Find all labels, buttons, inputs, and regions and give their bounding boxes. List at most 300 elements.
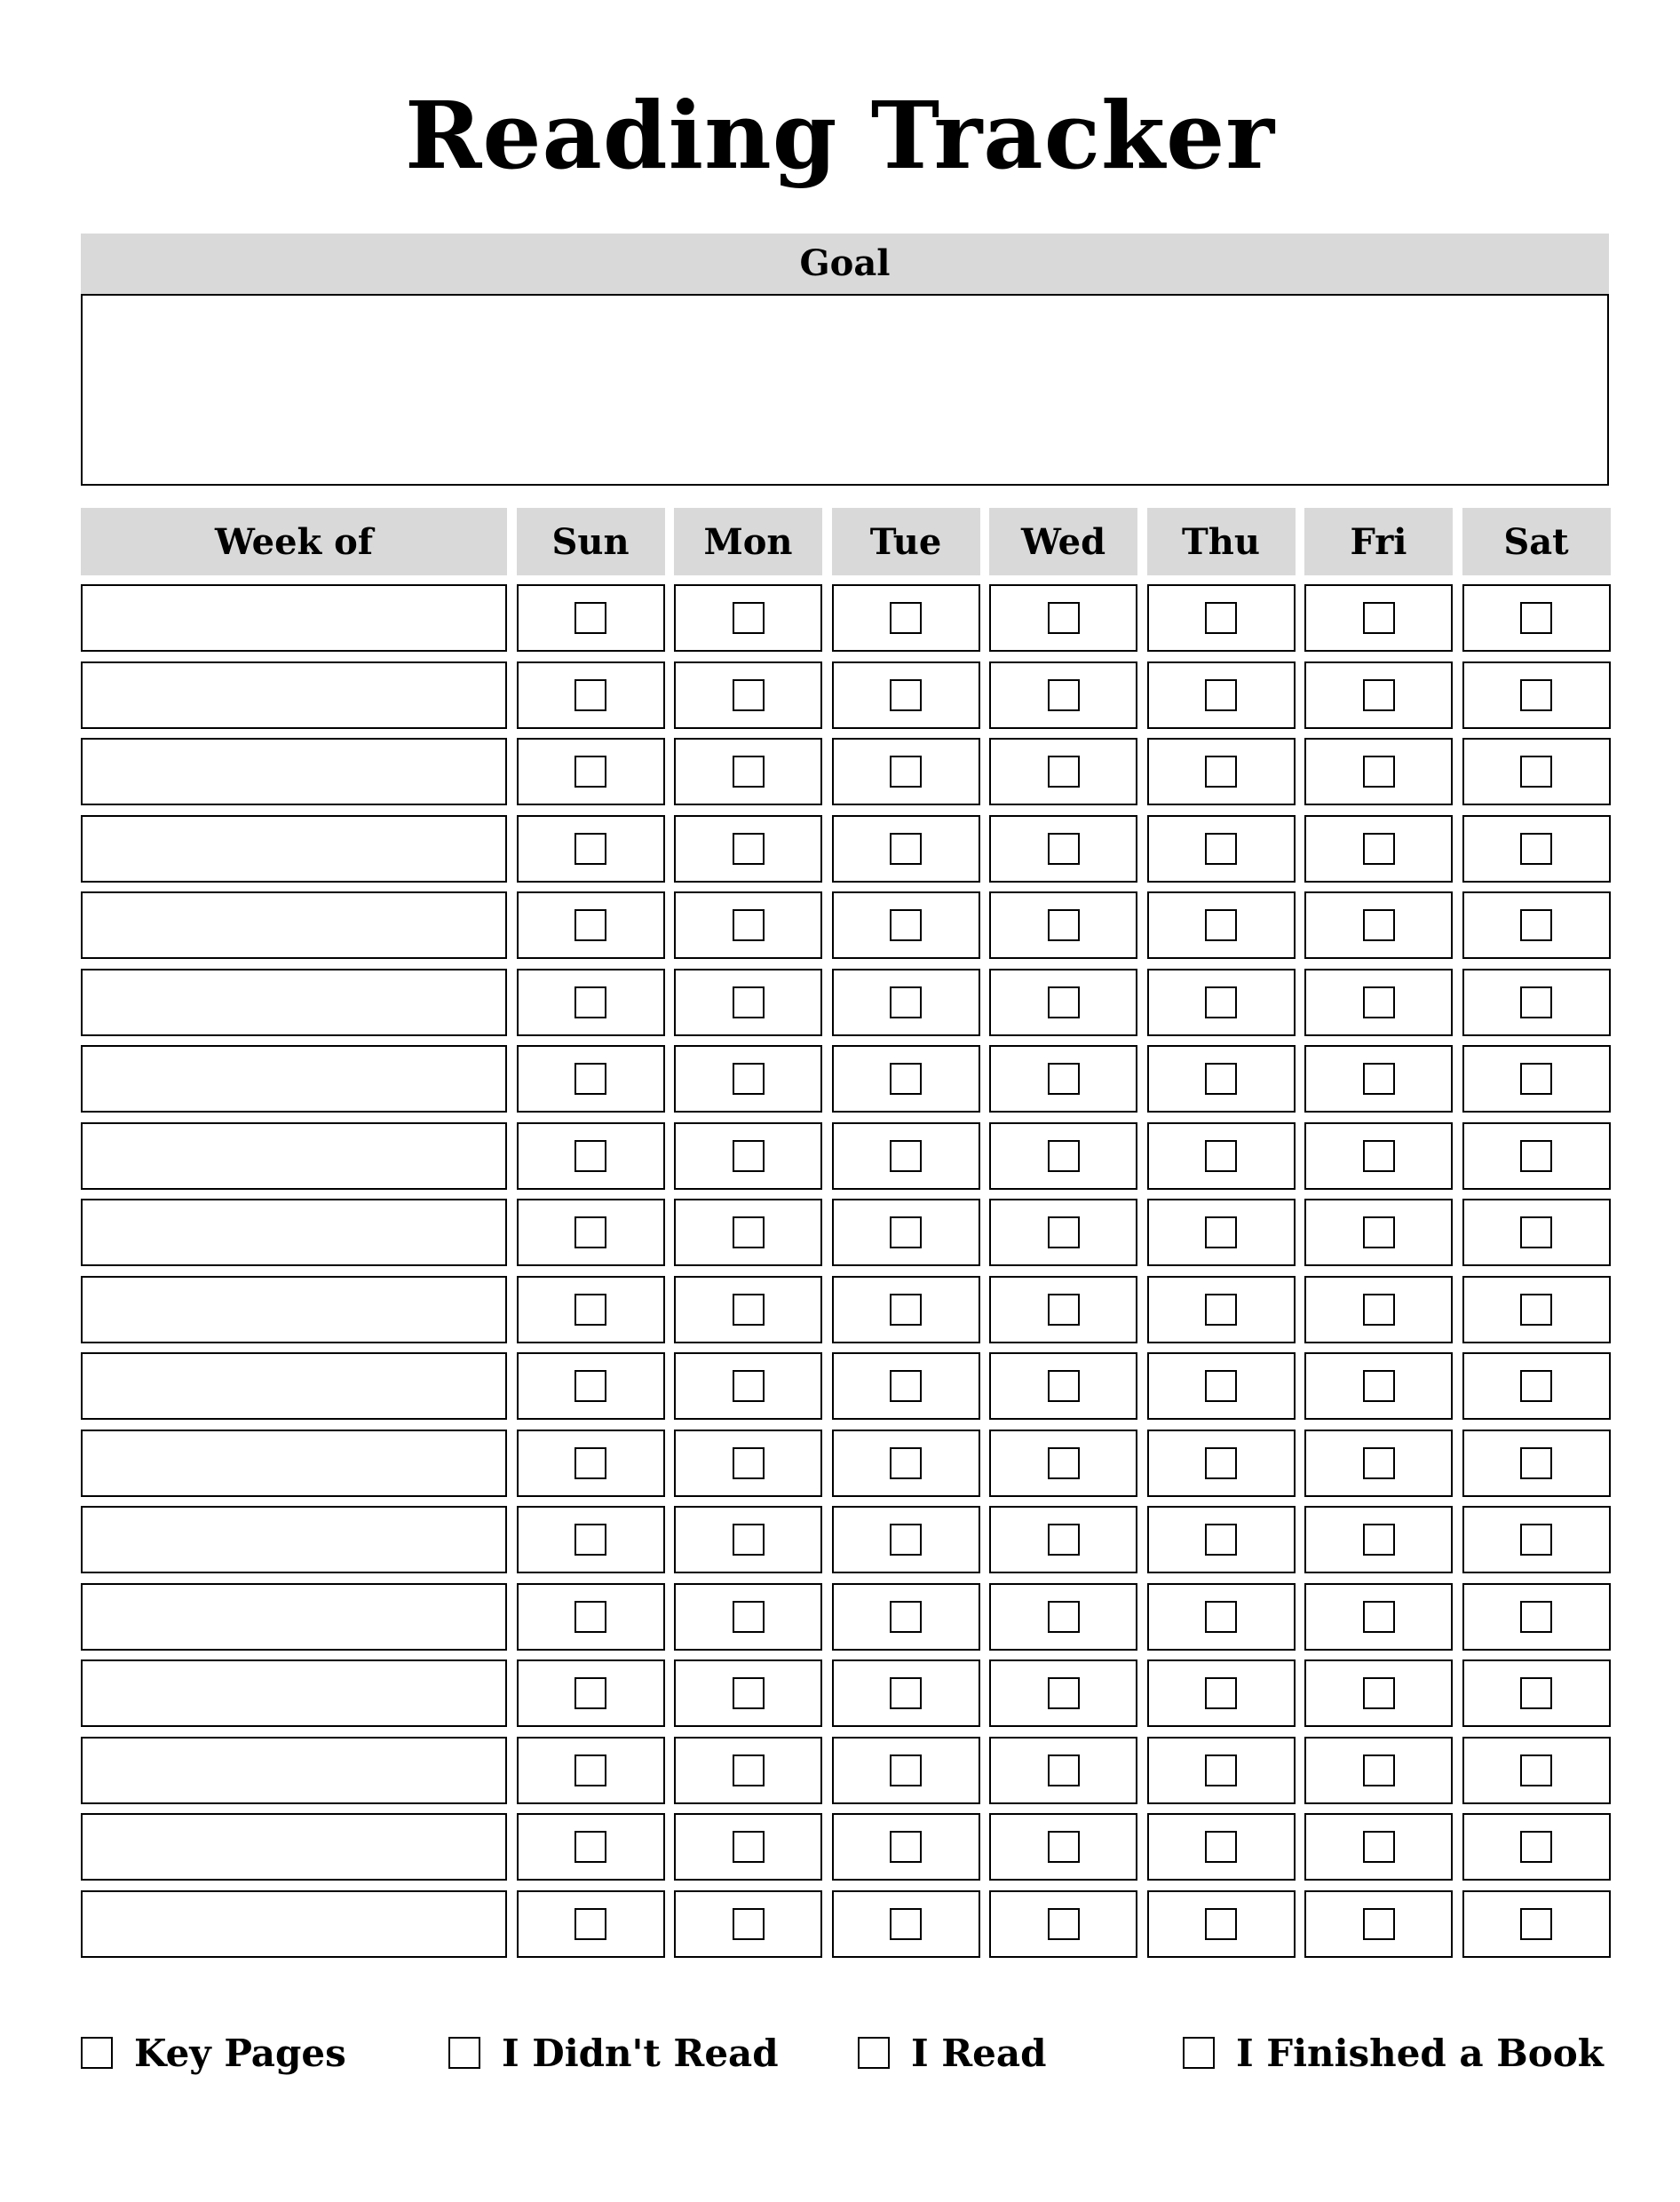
day-checkbox-thu[interactable] (1205, 833, 1237, 865)
week-of-field[interactable] (81, 1737, 507, 1804)
day-checkbox-mon[interactable] (733, 1908, 765, 1940)
day-checkbox-mon[interactable] (733, 1831, 765, 1863)
week-of-field[interactable] (81, 1199, 507, 1266)
day-cell-thu (1147, 1430, 1296, 1497)
day-checkbox-mon[interactable] (733, 1524, 765, 1556)
day-checkbox-fri[interactable] (1363, 1601, 1395, 1633)
legend-didnt-read-label: I Didn't Read (502, 2031, 779, 2075)
tracker-row (81, 661, 1609, 729)
day-checkbox-mon[interactable] (733, 1140, 765, 1172)
day-cell-sat (1462, 815, 1611, 883)
day-checkbox-wed[interactable] (1048, 1601, 1080, 1633)
day-checkbox-sat[interactable] (1520, 909, 1552, 941)
day-header-tue: Tue (832, 508, 980, 575)
legend-read (858, 2026, 1046, 2079)
day-cell-mon (674, 1199, 822, 1266)
day-checkbox-wed[interactable] (1048, 1370, 1080, 1402)
day-cell-mon (674, 1506, 822, 1573)
day-cell-mon (674, 1430, 822, 1497)
day-cell-thu (1147, 1659, 1296, 1727)
day-cell-wed (989, 661, 1137, 729)
week-of-field[interactable] (81, 1659, 507, 1727)
day-cell-tue (832, 815, 980, 883)
day-cell-sun (517, 891, 665, 959)
legend-read-checkbox[interactable] (858, 2037, 890, 2069)
day-cell-sat (1462, 738, 1611, 805)
day-checkbox-tue[interactable] (890, 1370, 922, 1402)
tracker-row (81, 1506, 1609, 1573)
day-cell-thu (1147, 1199, 1296, 1266)
day-cell-wed (989, 1122, 1137, 1190)
day-checkbox-wed[interactable] (1048, 1524, 1080, 1556)
day-cell-thu (1147, 1276, 1296, 1343)
day-cell-tue (832, 661, 980, 729)
day-cell-sat (1462, 1659, 1611, 1727)
day-cell-wed (989, 1813, 1137, 1881)
day-checkbox-wed[interactable] (1048, 1447, 1080, 1479)
day-cell-tue (832, 1659, 980, 1727)
day-checkbox-thu[interactable] (1205, 1908, 1237, 1940)
day-cell-wed (989, 1199, 1137, 1266)
day-cell-tue (832, 969, 980, 1036)
day-cell-thu (1147, 1045, 1296, 1113)
day-cell-wed (989, 1506, 1137, 1573)
day-cell-sat (1462, 1352, 1611, 1420)
day-cell-sat (1462, 1890, 1611, 1958)
day-checkbox-sat[interactable] (1520, 1370, 1552, 1402)
day-header-sun: Sun (517, 508, 665, 575)
day-checkbox-thu[interactable] (1205, 602, 1237, 634)
legend-finished-book-label: I Finished a Book (1236, 2031, 1604, 2075)
week-of-field[interactable] (81, 1352, 507, 1420)
day-checkbox-mon[interactable] (733, 756, 765, 788)
legend-key-pages (81, 2026, 346, 2079)
day-checkbox-sun[interactable] (575, 1524, 606, 1556)
tracker-row (81, 1430, 1609, 1497)
day-checkbox-sat[interactable] (1520, 833, 1552, 865)
day-cell-tue (832, 891, 980, 959)
day-cell-mon (674, 1659, 822, 1727)
day-checkbox-sun[interactable] (575, 833, 606, 865)
day-cell-thu (1147, 1583, 1296, 1651)
week-of-field[interactable] (81, 969, 507, 1036)
day-checkbox-mon[interactable] (733, 909, 765, 941)
day-checkbox-sat[interactable] (1520, 1140, 1552, 1172)
day-checkbox-mon[interactable] (733, 602, 765, 634)
day-cell-sun (517, 738, 665, 805)
day-cell-mon (674, 1583, 822, 1651)
day-cell-sat (1462, 1583, 1611, 1651)
day-checkbox-fri[interactable] (1363, 1216, 1395, 1248)
day-checkbox-wed[interactable] (1048, 1216, 1080, 1248)
day-cell-fri (1304, 1813, 1453, 1881)
day-cell-mon (674, 1813, 822, 1881)
day-checkbox-thu[interactable] (1205, 1447, 1237, 1479)
tracker-row (81, 1813, 1609, 1881)
tracker-row (81, 1122, 1609, 1190)
day-checkbox-tue[interactable] (890, 986, 922, 1018)
day-cell-wed (989, 1430, 1137, 1497)
day-cell-wed (989, 815, 1137, 883)
day-cell-fri (1304, 1737, 1453, 1804)
week-of-field[interactable] (81, 1890, 507, 1958)
tracker-grid (81, 508, 1609, 1967)
day-checkbox-fri[interactable] (1363, 679, 1395, 711)
day-checkbox-tue[interactable] (890, 1216, 922, 1248)
day-checkbox-sun[interactable] (575, 1140, 606, 1172)
day-checkbox-sun[interactable] (575, 1447, 606, 1479)
day-cell-sun (517, 1737, 665, 1804)
day-checkbox-fri[interactable] (1363, 1524, 1395, 1556)
tracker-row (81, 1737, 1609, 1804)
day-cell-sat (1462, 891, 1611, 959)
day-cell-mon (674, 738, 822, 805)
day-cell-fri (1304, 815, 1453, 883)
day-checkbox-mon[interactable] (733, 1216, 765, 1248)
day-cell-sun (517, 1352, 665, 1420)
day-cell-sun (517, 661, 665, 729)
legend-key-pages-checkbox[interactable] (81, 2037, 113, 2069)
day-checkbox-mon[interactable] (733, 679, 765, 711)
day-checkbox-tue[interactable] (890, 1677, 922, 1709)
day-checkbox-wed[interactable] (1048, 986, 1080, 1018)
tracker-row (81, 891, 1609, 959)
tracker-row (81, 1583, 1609, 1651)
day-cell-thu (1147, 1352, 1296, 1420)
day-checkbox-mon[interactable] (733, 833, 765, 865)
day-checkbox-mon[interactable] (733, 1294, 765, 1326)
day-checkbox-sat[interactable] (1520, 1831, 1552, 1863)
tracker-rows (81, 584, 1609, 1958)
day-cell-wed (989, 1890, 1137, 1958)
day-checkbox-sun[interactable] (575, 1063, 606, 1095)
day-checkbox-sun[interactable] (575, 986, 606, 1018)
day-checkbox-sun[interactable] (575, 909, 606, 941)
tracker-row (81, 815, 1609, 883)
day-cell-wed (989, 1659, 1137, 1727)
legend-read-label: I Read (911, 2031, 1047, 2075)
week-of-field[interactable] (81, 661, 507, 729)
day-checkbox-fri[interactable] (1363, 1370, 1395, 1402)
day-checkbox-sun[interactable] (575, 679, 606, 711)
day-checkbox-fri[interactable] (1363, 833, 1395, 865)
day-checkbox-fri[interactable] (1363, 1063, 1395, 1095)
day-checkbox-wed[interactable] (1048, 1908, 1080, 1940)
day-cell-sat (1462, 969, 1611, 1036)
day-checkbox-thu[interactable] (1205, 986, 1237, 1018)
week-of-field[interactable] (81, 1506, 507, 1573)
day-checkbox-tue[interactable] (890, 679, 922, 711)
day-checkbox-thu[interactable] (1205, 756, 1237, 788)
day-checkbox-tue[interactable] (890, 1831, 922, 1863)
day-checkbox-wed[interactable] (1048, 1140, 1080, 1172)
day-cell-wed (989, 969, 1137, 1036)
tracker-row (81, 1659, 1609, 1727)
day-cell-fri (1304, 969, 1453, 1036)
day-checkbox-thu[interactable] (1205, 679, 1237, 711)
day-cell-sat (1462, 1737, 1611, 1804)
day-cell-sat (1462, 1045, 1611, 1113)
day-checkbox-wed[interactable] (1048, 1831, 1080, 1863)
day-checkbox-wed[interactable] (1048, 1677, 1080, 1709)
day-checkbox-sun[interactable] (575, 1601, 606, 1633)
day-cell-sun (517, 1813, 665, 1881)
day-header-fri: Fri (1304, 508, 1453, 575)
day-checkbox-sat[interactable] (1520, 1908, 1552, 1940)
day-cell-tue (832, 1506, 980, 1573)
day-checkbox-fri[interactable] (1363, 602, 1395, 634)
day-header-wed: Wed (989, 508, 1137, 575)
day-checkbox-wed[interactable] (1048, 909, 1080, 941)
page-title: Reading Tracker (404, 81, 1276, 190)
day-cell-thu (1147, 738, 1296, 805)
day-checkbox-fri[interactable] (1363, 756, 1395, 788)
day-checkbox-sun[interactable] (575, 1831, 606, 1863)
day-cell-thu (1147, 1890, 1296, 1958)
day-cell-mon (674, 661, 822, 729)
day-cell-thu (1147, 661, 1296, 729)
day-cell-sun (517, 1276, 665, 1343)
day-cell-tue (832, 1430, 980, 1497)
day-cell-wed (989, 1737, 1137, 1804)
day-checkbox-sun[interactable] (575, 1754, 606, 1786)
tracker-row (81, 969, 1609, 1036)
day-cell-wed (989, 891, 1137, 959)
day-checkbox-wed[interactable] (1048, 1294, 1080, 1326)
day-checkbox-wed[interactable] (1048, 1063, 1080, 1095)
day-cell-thu (1147, 969, 1296, 1036)
day-cell-mon (674, 1045, 822, 1113)
day-checkbox-wed[interactable] (1048, 756, 1080, 788)
goal-field[interactable] (81, 294, 1609, 486)
tracker-row (81, 1890, 1609, 1958)
day-checkbox-sat[interactable] (1520, 1294, 1552, 1326)
day-checkbox-fri[interactable] (1363, 1908, 1395, 1940)
day-checkbox-sat[interactable] (1520, 1601, 1552, 1633)
day-checkbox-tue[interactable] (890, 756, 922, 788)
day-checkbox-thu[interactable] (1205, 1601, 1237, 1633)
tracker-row (81, 738, 1609, 805)
day-checkbox-sat[interactable] (1520, 679, 1552, 711)
week-of-field[interactable] (81, 1045, 507, 1113)
week-of-field[interactable] (81, 1430, 507, 1497)
day-cell-fri (1304, 1659, 1453, 1727)
week-of-field[interactable] (81, 1122, 507, 1190)
week-of-field[interactable] (81, 815, 507, 883)
day-checkbox-thu[interactable] (1205, 909, 1237, 941)
day-checkbox-fri[interactable] (1363, 1294, 1395, 1326)
week-of-field[interactable] (81, 891, 507, 959)
day-checkbox-sat[interactable] (1520, 602, 1552, 634)
day-checkbox-thu[interactable] (1205, 1677, 1237, 1709)
day-cell-fri (1304, 891, 1453, 959)
day-cell-sun (517, 1122, 665, 1190)
day-checkbox-fri[interactable] (1363, 1831, 1395, 1863)
tracker-header-row (81, 508, 1609, 575)
day-checkbox-wed[interactable] (1048, 679, 1080, 711)
day-checkbox-mon[interactable] (733, 1754, 765, 1786)
day-cell-tue (832, 1890, 980, 1958)
day-checkbox-mon[interactable] (733, 1447, 765, 1479)
day-checkbox-thu[interactable] (1205, 1370, 1237, 1402)
day-cell-thu (1147, 891, 1296, 959)
day-cell-sat (1462, 1199, 1611, 1266)
day-cell-mon (674, 815, 822, 883)
day-checkbox-sun[interactable] (575, 1370, 606, 1402)
day-header-thu: Thu (1147, 508, 1296, 575)
day-cell-sun (517, 815, 665, 883)
day-checkbox-wed[interactable] (1048, 833, 1080, 865)
legend-finished-book (1183, 2026, 1604, 2079)
day-cell-sat (1462, 661, 1611, 729)
day-checkbox-sat[interactable] (1520, 1063, 1552, 1095)
day-cell-tue (832, 1813, 980, 1881)
day-cell-fri (1304, 1583, 1453, 1651)
day-cell-fri (1304, 661, 1453, 729)
day-checkbox-tue[interactable] (890, 1524, 922, 1556)
day-cell-thu (1147, 584, 1296, 652)
day-cell-sat (1462, 584, 1611, 652)
day-checkbox-thu[interactable] (1205, 1754, 1237, 1786)
day-cell-fri (1304, 1199, 1453, 1266)
day-cell-mon (674, 1737, 822, 1804)
day-cell-wed (989, 1045, 1137, 1113)
day-checkbox-sun[interactable] (575, 1677, 606, 1709)
day-checkbox-thu[interactable] (1205, 1140, 1237, 1172)
week-of-field[interactable] (81, 1276, 507, 1343)
day-cell-thu (1147, 1506, 1296, 1573)
day-checkbox-fri[interactable] (1363, 909, 1395, 941)
day-checkbox-mon[interactable] (733, 1677, 765, 1709)
day-cell-tue (832, 738, 980, 805)
day-cell-mon (674, 584, 822, 652)
day-cell-fri (1304, 1352, 1453, 1420)
day-cell-mon (674, 1276, 822, 1343)
legend-didnt-read-checkbox[interactable] (448, 2037, 480, 2069)
tracker-row (81, 1045, 1609, 1113)
goal-header: Goal (81, 234, 1609, 294)
day-checkbox-mon[interactable] (733, 1063, 765, 1095)
tracker-row (81, 584, 1609, 652)
day-cell-fri (1304, 1430, 1453, 1497)
day-checkbox-sat[interactable] (1520, 1677, 1552, 1709)
day-checkbox-fri[interactable] (1363, 1140, 1395, 1172)
day-cell-sat (1462, 1276, 1611, 1343)
legend-didnt-read (448, 2026, 779, 2079)
day-cell-tue (832, 1583, 980, 1651)
week-of-header: Week of (81, 508, 507, 575)
day-checkbox-fri[interactable] (1363, 1447, 1395, 1479)
day-cell-wed (989, 584, 1137, 652)
day-cell-sun (517, 584, 665, 652)
day-cell-sun (517, 1430, 665, 1497)
day-checkbox-sat[interactable] (1520, 986, 1552, 1018)
day-checkbox-wed[interactable] (1048, 1754, 1080, 1786)
day-checkbox-tue[interactable] (890, 1908, 922, 1940)
week-of-field[interactable] (81, 1813, 507, 1881)
day-checkbox-sun[interactable] (575, 1294, 606, 1326)
day-cell-mon (674, 1890, 822, 1958)
day-cell-sun (517, 1890, 665, 1958)
day-checkbox-tue[interactable] (890, 1447, 922, 1479)
day-cell-thu (1147, 1737, 1296, 1804)
day-cell-wed (989, 1276, 1137, 1343)
day-checkbox-thu[interactable] (1205, 1063, 1237, 1095)
day-cell-wed (989, 738, 1137, 805)
day-checkbox-wed[interactable] (1048, 602, 1080, 634)
day-cell-thu (1147, 1122, 1296, 1190)
day-checkbox-mon[interactable] (733, 1370, 765, 1402)
day-checkbox-tue[interactable] (890, 1601, 922, 1633)
legend-finished-book-checkbox[interactable] (1183, 2037, 1215, 2069)
day-cell-tue (832, 1352, 980, 1420)
day-cell-fri (1304, 1045, 1453, 1113)
day-checkbox-thu[interactable] (1205, 1216, 1237, 1248)
day-cell-thu (1147, 815, 1296, 883)
day-checkbox-thu[interactable] (1205, 1524, 1237, 1556)
day-cell-tue (832, 1045, 980, 1113)
day-checkbox-sat[interactable] (1520, 1216, 1552, 1248)
day-cell-sat (1462, 1430, 1611, 1497)
day-cell-fri (1304, 1276, 1453, 1343)
day-checkbox-tue[interactable] (890, 1063, 922, 1095)
day-checkbox-mon[interactable] (733, 986, 765, 1018)
day-cell-mon (674, 969, 822, 1036)
day-checkbox-sat[interactable] (1520, 1524, 1552, 1556)
day-cell-sat (1462, 1122, 1611, 1190)
day-cell-tue (832, 584, 980, 652)
day-cell-sun (517, 969, 665, 1036)
week-of-field[interactable] (81, 1583, 507, 1651)
legend-key-pages-label: Key Pages (134, 2031, 346, 2075)
day-cell-mon (674, 1122, 822, 1190)
day-checkbox-thu[interactable] (1205, 1294, 1237, 1326)
day-checkbox-fri[interactable] (1363, 1677, 1395, 1709)
day-checkbox-tue[interactable] (890, 1140, 922, 1172)
day-checkbox-sat[interactable] (1520, 756, 1552, 788)
day-cell-fri (1304, 584, 1453, 652)
day-cell-mon (674, 1352, 822, 1420)
week-of-field[interactable] (81, 738, 507, 805)
day-checkbox-tue[interactable] (890, 1294, 922, 1326)
day-cell-fri (1304, 1122, 1453, 1190)
day-checkbox-thu[interactable] (1205, 1831, 1237, 1863)
day-cell-sun (517, 1583, 665, 1651)
day-cell-sat (1462, 1813, 1611, 1881)
day-checkbox-fri[interactable] (1363, 1754, 1395, 1786)
day-cell-thu (1147, 1813, 1296, 1881)
week-of-field[interactable] (81, 584, 507, 652)
day-cell-sun (517, 1659, 665, 1727)
day-checkbox-tue[interactable] (890, 602, 922, 634)
day-header-mon: Mon (674, 508, 822, 575)
day-checkbox-sun[interactable] (575, 1216, 606, 1248)
tracker-row (81, 1352, 1609, 1420)
day-checkbox-tue[interactable] (890, 833, 922, 865)
day-checkbox-sat[interactable] (1520, 1447, 1552, 1479)
day-checkbox-sat[interactable] (1520, 1754, 1552, 1786)
day-checkbox-sun[interactable] (575, 756, 606, 788)
day-checkbox-tue[interactable] (890, 909, 922, 941)
tracker-row (81, 1199, 1609, 1266)
day-checkbox-tue[interactable] (890, 1754, 922, 1786)
day-checkbox-mon[interactable] (733, 1601, 765, 1633)
day-checkbox-sun[interactable] (575, 1908, 606, 1940)
tracker-row (81, 1276, 1609, 1343)
day-checkbox-sun[interactable] (575, 602, 606, 634)
day-cell-tue (832, 1199, 980, 1266)
day-checkbox-fri[interactable] (1363, 986, 1395, 1018)
